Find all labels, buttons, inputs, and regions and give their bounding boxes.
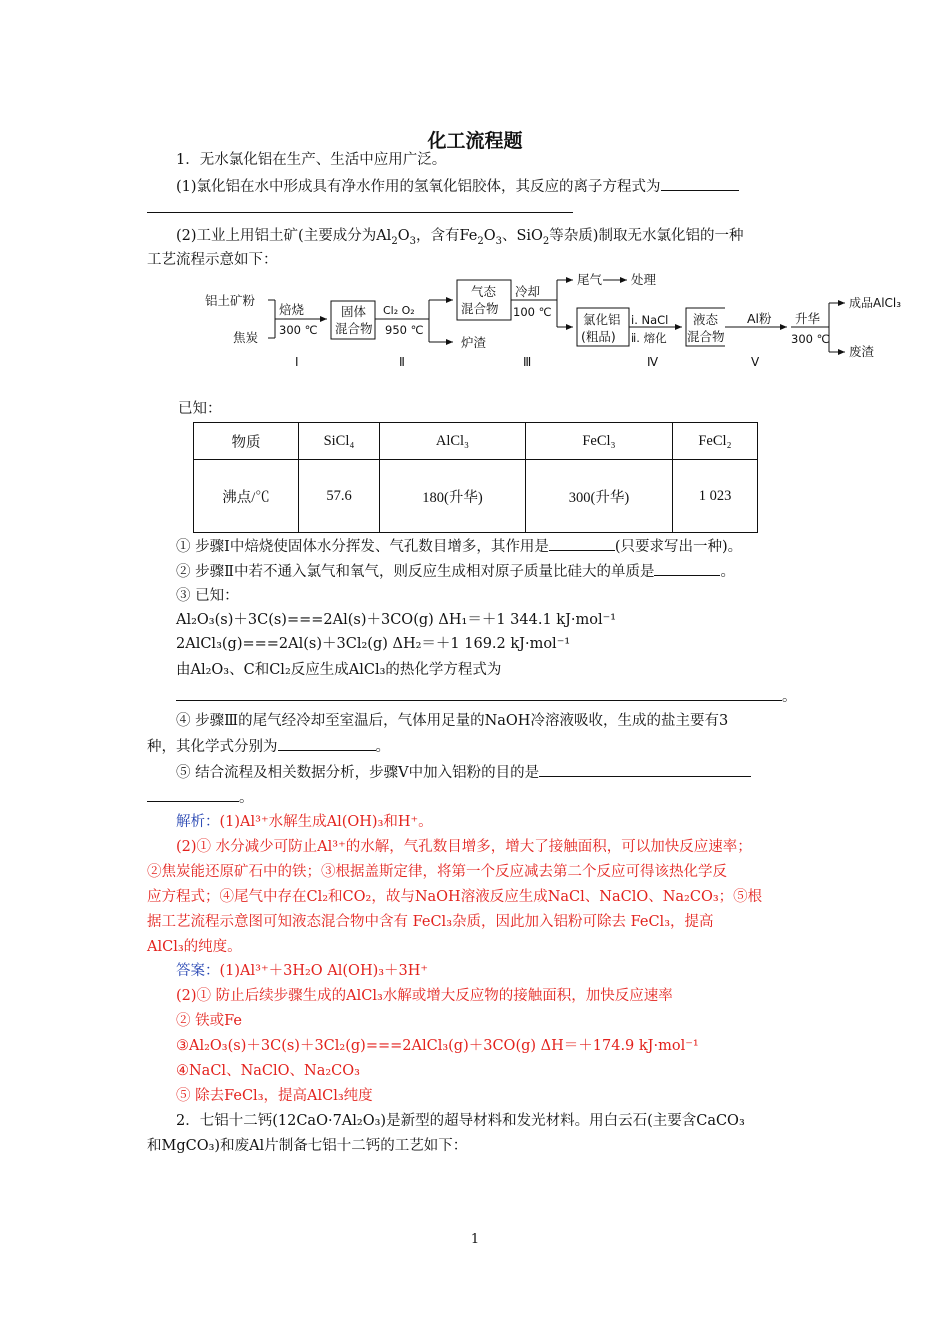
- answer-blank: [147, 787, 239, 802]
- svg-text:气态: 气态: [471, 284, 497, 299]
- stage-5-label: Ⅴ: [751, 355, 760, 369]
- equation-2: 2AlCl₃(g)===2Al(s)＋3Cl₂(g) ΔH₂＝＋1 169.2 kJ·mol⁻¹: [176, 636, 571, 652]
- cool-temp: 100 ℃: [513, 305, 552, 319]
- q2-line2: 和MgCO₃)和废Al片制备七铝十二钙的工艺如下：: [147, 1138, 468, 1154]
- q1-intro: 1．无水氯化铝在生产、生活中应用广泛。: [176, 152, 447, 168]
- analysis-line2: (2)① 水分减少可防止Al³⁺的水解，气孔数目增多，增大了接触面积，可以加快反应速率；: [176, 839, 752, 855]
- waste-label: 废渣: [849, 344, 875, 359]
- step1-temp: 300 ℃: [279, 323, 318, 337]
- table-cell: 180(升华): [380, 460, 526, 533]
- sublime-temp: 300 ℃: [791, 332, 830, 346]
- analysis-line4: 应方程式；④尾气中存在Cl₂和CO₂，故与NaOH溶液反应生成NaCl、NaClO、Na₂CO₃；⑤根: [147, 889, 763, 905]
- input-coke: 焦炭: [233, 330, 259, 345]
- table-header-cell: AlCl₃: [380, 423, 526, 460]
- table-cell: 300(升华): [526, 460, 673, 533]
- answer-blank: [278, 736, 376, 751]
- answer-line2: (2)① 防止后续步骤生成的AlCl₃水解或增大反应物的接触面积，加快反应速率: [176, 988, 673, 1004]
- answer-line6: ⑤ 除去FeCl₃，提高AlCl₃纯度: [176, 1088, 373, 1104]
- table-header-row: [194, 423, 758, 460]
- q2-line1: 2．七铝十二钙(12CaO·7Al₂O₃)是新型的超导材料和发光材料。用白云石(主要含CaCO₃: [176, 1113, 745, 1129]
- tailgas-label: 尾气: [577, 272, 603, 287]
- page-title: 化工流程题: [427, 130, 523, 152]
- svg-text:液态: 液态: [693, 312, 719, 327]
- answer-line5: ④NaCl、NaClO、Na₂CO₃: [176, 1063, 360, 1079]
- answer-line4: ③Al₂O₃(s)＋3C(s)＋3Cl₂(g)===2AlCl₃(g)＋3CO(g) ΔH＝＋174.9 kJ·mol⁻¹: [176, 1038, 699, 1054]
- input-bauxite: 铝土矿粉: [205, 293, 256, 308]
- analysis-line3: ②焦炭能还原矿石中的铁；③根据盖斯定律，将第一个反应减去第二个反应可得该热化学反: [147, 864, 727, 880]
- answer-blank: [661, 176, 739, 191]
- table-row-label: 沸点/℃: [194, 460, 299, 533]
- analysis-line6: AlCl₃的纯度。: [147, 939, 242, 955]
- table-header-cell: FeCl₂: [673, 423, 758, 460]
- product-label: 成品AlCl₃: [849, 296, 902, 310]
- table-header-cell: 物质: [194, 423, 299, 460]
- table-header-cell: SiCl₄: [299, 423, 380, 460]
- table-cell: 57.6: [299, 460, 380, 533]
- step2-reagents: Cl₂ O₂: [383, 304, 415, 317]
- page-number: 1: [470, 1232, 480, 1247]
- subq-3: ③ 已知：: [176, 588, 239, 604]
- step1-label: 焙烧: [279, 302, 305, 317]
- q1-part2-line1: (2)工业上用铝土矿(主要成分为$Al_2O_3$，含有$Fe_2O_3$、SiO$_2$等杂质)制取无水氯化铝的一种: [176, 228, 744, 247]
- process-flow-diagram: [195, 270, 725, 380]
- answer-blank: [147, 198, 573, 213]
- process-flow-diagram-end: [725, 270, 915, 380]
- slag-label: 炉渣: [461, 335, 487, 350]
- q1-part2-line2: 工艺流程示意如下：: [147, 252, 278, 268]
- al-powder-label: Al粉: [747, 311, 772, 326]
- known-label: 已知：: [178, 401, 222, 417]
- equation-1: Al₂O₃(s)＋3C(s)===2Al(s)＋3CO(g) ΔH₁＝＋1 344.1 kJ·mol⁻¹: [176, 612, 617, 628]
- answer-blank: [654, 561, 720, 576]
- sublime-label: 升华: [795, 311, 821, 326]
- answer-line3: ② 铁或Fe: [176, 1013, 242, 1029]
- stage-3-label: Ⅲ: [523, 355, 532, 369]
- svg-text:混合物: 混合物: [687, 329, 725, 344]
- boiling-point-table: [193, 422, 758, 533]
- stage-2-label: Ⅱ: [399, 355, 405, 369]
- svg-text:混合物: 混合物: [335, 321, 373, 336]
- subq-4-line1: ④ 步骤Ⅲ的尾气经冷却至室温后，气体用足量的NaOH冷溶液吸收，生成的盐主要有3: [176, 713, 729, 729]
- answer-blank: [549, 536, 615, 551]
- stage-4-label: Ⅳ: [647, 355, 659, 369]
- cool-label: 冷却: [515, 284, 541, 299]
- svg-text:混合物: 混合物: [461, 301, 499, 316]
- subq-3-prompt: 由Al₂O₃、C和Cl₂反应生成AlCl₃的热化学方程式为: [176, 662, 502, 678]
- subq-3-blank-line: 。: [176, 686, 838, 707]
- subq-2: ② 步骤Ⅱ中若不通入氯气和氧气，则反应生成相对原子质量比硅大的单质是 。: [176, 561, 838, 582]
- svg-text:(粗品): (粗品): [581, 329, 616, 344]
- table-cell: 1 023: [673, 460, 758, 533]
- stage-1-label: Ⅰ: [295, 355, 299, 369]
- analysis-label: 解析：: [176, 814, 220, 830]
- q1-part1: (1)氯化铝在水中形成具有净水作用的氢氧化铝胶体，其反应的离子方程式为: [176, 176, 838, 197]
- answer-line1: 答案：(1)Al³⁺＋3H₂O Al(OH)₃＋3H⁺: [176, 963, 429, 979]
- svg-text:氯化铝: 氯化铝: [583, 312, 621, 327]
- step2-temp: 950 ℃: [385, 323, 424, 337]
- analysis-line5: 据工艺流程示意图可知液态混合物中含有 FeCl₃杂质，因此加入铝粉可除去 FeCl₃，提高: [147, 914, 714, 930]
- answer-blank: [176, 686, 782, 701]
- analysis-line1: 解析：(1)Al³⁺水解生成Al(OH)₃和H⁺。: [176, 814, 433, 830]
- answer-blank: [539, 762, 751, 777]
- answer-label: 答案：: [176, 963, 220, 979]
- subq-1: ① 步骤Ⅰ中焙烧使固体水分挥发、气孔数目增多，其作用是 (只要求写出一种)。: [176, 536, 838, 557]
- subq-5: ⑤ 结合流程及相关数据分析，步骤Ⅴ中加入铝粉的目的是: [176, 762, 838, 783]
- table-row: [194, 460, 758, 533]
- svg-text:固体: 固体: [341, 304, 367, 319]
- table-header-cell: FeCl₃: [526, 423, 673, 460]
- step4-reagent: ⅰ. NaCl: [631, 313, 669, 327]
- q1-part1-continuation: [147, 198, 809, 219]
- subq-5-continuation: 。: [147, 787, 809, 808]
- subq-4-line2: 种，其化学式分别为 。: [147, 736, 809, 757]
- step4-melt: ⅱ. 熔化: [631, 331, 667, 345]
- treat-label: 处理: [631, 272, 657, 287]
